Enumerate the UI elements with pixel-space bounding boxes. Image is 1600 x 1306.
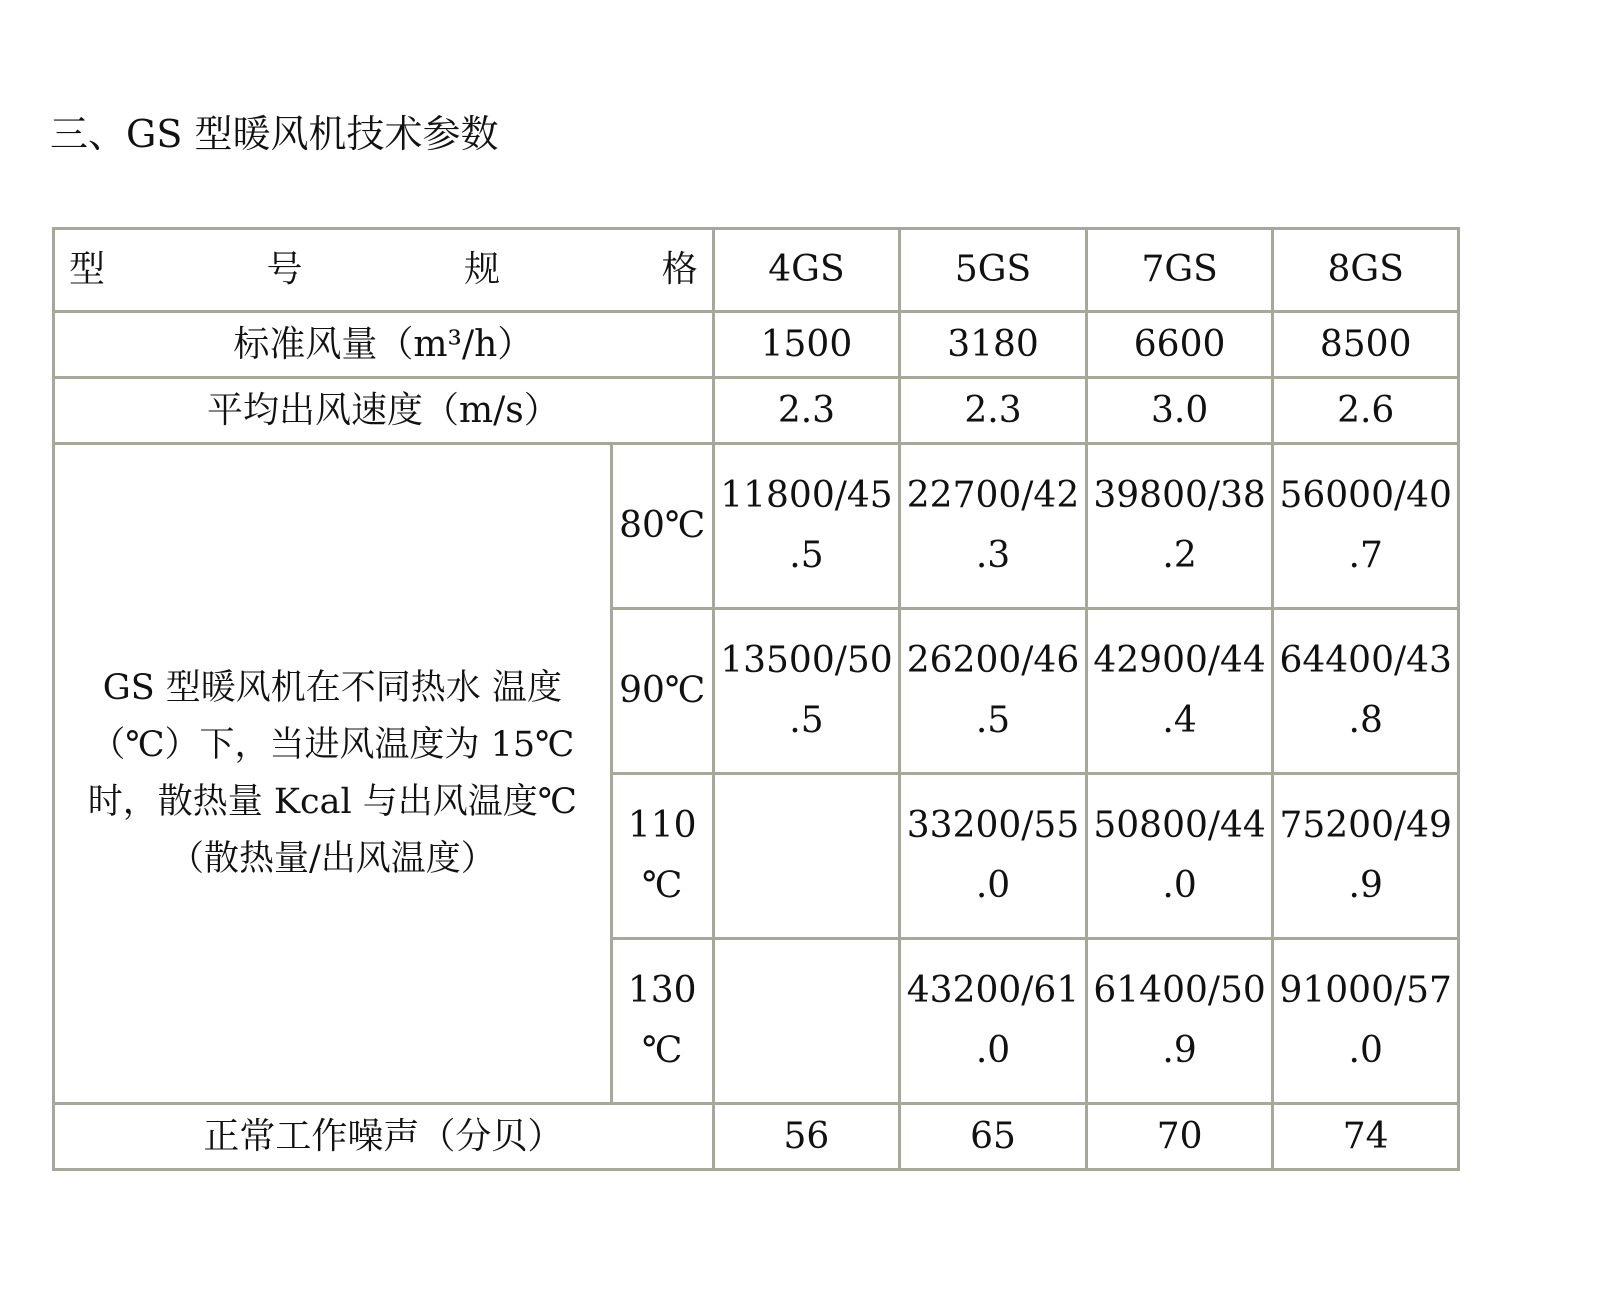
heat-value-cell-empty bbox=[713, 774, 900, 939]
noise-value: 56 bbox=[713, 1104, 900, 1170]
heat-value-cell bbox=[1086, 939, 1273, 1104]
heat-value-line: .5 bbox=[789, 535, 824, 576]
water-temp-label bbox=[611, 444, 713, 609]
heat-value-cell bbox=[1086, 444, 1273, 609]
avg-speed-value: 3.0 bbox=[1086, 378, 1273, 444]
heat-value-line: .5 bbox=[975, 700, 1011, 741]
heat-value-cell-empty bbox=[713, 939, 900, 1104]
water-temp-label bbox=[611, 774, 713, 939]
model-8gs-header: 8GS bbox=[1273, 229, 1459, 312]
heat-value-line: 11800/45 bbox=[720, 475, 893, 516]
avg-speed-value: 2.3 bbox=[900, 378, 1087, 444]
heat-value-line: 22700/42 bbox=[906, 475, 1080, 516]
heat-value-line: .9 bbox=[1348, 865, 1383, 906]
heat-desc-line: GS 型暖风机在不同热水 温度 bbox=[102, 667, 562, 708]
heat-value-cell bbox=[713, 609, 900, 774]
std-airflow-value: 8500 bbox=[1273, 312, 1459, 378]
heat-value-line: 39800/38 bbox=[1093, 475, 1266, 516]
heat-value-line: 33200/55 bbox=[906, 805, 1080, 846]
heat-value-line: .3 bbox=[975, 535, 1011, 576]
noise-value: 74 bbox=[1273, 1104, 1459, 1170]
heat-desc-line: （散热量/出风温度） bbox=[168, 838, 496, 879]
heat-value-line: 43200/61 bbox=[906, 970, 1080, 1011]
heat-desc-line: 时，散热量 Kcal 与出风温度℃ bbox=[87, 781, 577, 822]
heat-value-line: 61400/50 bbox=[1093, 970, 1266, 1011]
heat-value-cell bbox=[900, 444, 1087, 609]
heat-value-line: .0 bbox=[1348, 1030, 1383, 1071]
heat-value-cell bbox=[900, 939, 1087, 1104]
temp-line: 90℃ bbox=[619, 670, 706, 711]
temp-line: ℃ bbox=[642, 865, 683, 906]
heat-value-cell bbox=[1273, 609, 1459, 774]
model-5gs-header: 5GS bbox=[900, 229, 1087, 312]
temp-line: ℃ bbox=[642, 1030, 683, 1071]
header-row bbox=[54, 229, 1459, 312]
heat-value-line: .0 bbox=[975, 1030, 1011, 1071]
heat-value-line: 91000/57 bbox=[1279, 970, 1452, 1011]
heat-value-cell bbox=[1273, 444, 1459, 609]
heat-value-line: 64400/43 bbox=[1279, 640, 1452, 681]
avg-speed-label: 平均出风速度（m/s） bbox=[54, 378, 714, 444]
document-title: 三、GS 型暖风机技术参数 bbox=[50, 112, 499, 156]
temp-line: 130 bbox=[627, 970, 697, 1011]
noise-row bbox=[54, 1104, 1459, 1170]
std-airflow-value: 3180 bbox=[900, 312, 1087, 378]
avg-speed-value: 2.6 bbox=[1273, 378, 1459, 444]
heat-value-line: 42900/44 bbox=[1093, 640, 1266, 681]
heat-desc-line: （℃）下，当进风温度为 15℃ bbox=[90, 724, 575, 765]
heat-value-line: 13500/50 bbox=[720, 640, 893, 681]
heat-value-cell bbox=[1273, 939, 1459, 1104]
heat-value-line: .7 bbox=[1348, 535, 1383, 576]
model-spec-char: 格 bbox=[661, 249, 698, 290]
water-temp-label bbox=[611, 609, 713, 774]
spec-table bbox=[52, 227, 1460, 1171]
heat-row-80 bbox=[54, 444, 1459, 609]
heat-value-line: .0 bbox=[1162, 865, 1197, 906]
std-airflow-label: 标准风量（m³/h） bbox=[54, 312, 714, 378]
model-spec-char: 规 bbox=[464, 249, 501, 290]
heat-value-cell bbox=[713, 444, 900, 609]
model-spec-char: 号 bbox=[266, 249, 303, 290]
heat-value-line: 50800/44 bbox=[1093, 805, 1266, 846]
water-temp-label bbox=[611, 939, 713, 1104]
heat-value-line: .9 bbox=[1162, 1030, 1197, 1071]
heat-value-cell bbox=[900, 774, 1087, 939]
avg-speed-row bbox=[54, 378, 1459, 444]
model-7gs-header: 7GS bbox=[1086, 229, 1273, 312]
temp-line: 110 bbox=[627, 805, 697, 846]
heat-value-cell bbox=[1086, 609, 1273, 774]
std-airflow-value: 6600 bbox=[1086, 312, 1273, 378]
model-4gs-header: 4GS bbox=[713, 229, 900, 312]
heat-value-line: .8 bbox=[1348, 700, 1383, 741]
noise-value: 65 bbox=[900, 1104, 1087, 1170]
heat-output-description bbox=[54, 444, 612, 1104]
temp-line: 80℃ bbox=[619, 505, 706, 546]
heat-value-line: .2 bbox=[1162, 535, 1197, 576]
noise-label: 正常工作噪声（分贝） bbox=[54, 1104, 714, 1170]
heat-value-line: .4 bbox=[1162, 700, 1197, 741]
avg-speed-value: 2.3 bbox=[713, 378, 900, 444]
heat-value-cell bbox=[1273, 774, 1459, 939]
heat-value-line: .5 bbox=[789, 700, 824, 741]
std-airflow-row bbox=[54, 312, 1459, 378]
heat-value-line: 56000/40 bbox=[1279, 475, 1452, 516]
model-spec-char: 型 bbox=[69, 249, 106, 290]
model-spec-header bbox=[54, 229, 714, 312]
heat-value-cell bbox=[900, 609, 1087, 774]
heat-value-line: 75200/49 bbox=[1279, 805, 1452, 846]
heat-value-line: 26200/46 bbox=[906, 640, 1080, 681]
noise-value: 70 bbox=[1086, 1104, 1273, 1170]
std-airflow-value: 1500 bbox=[713, 312, 900, 378]
heat-value-cell bbox=[1086, 774, 1273, 939]
heat-value-line: .0 bbox=[975, 865, 1011, 906]
